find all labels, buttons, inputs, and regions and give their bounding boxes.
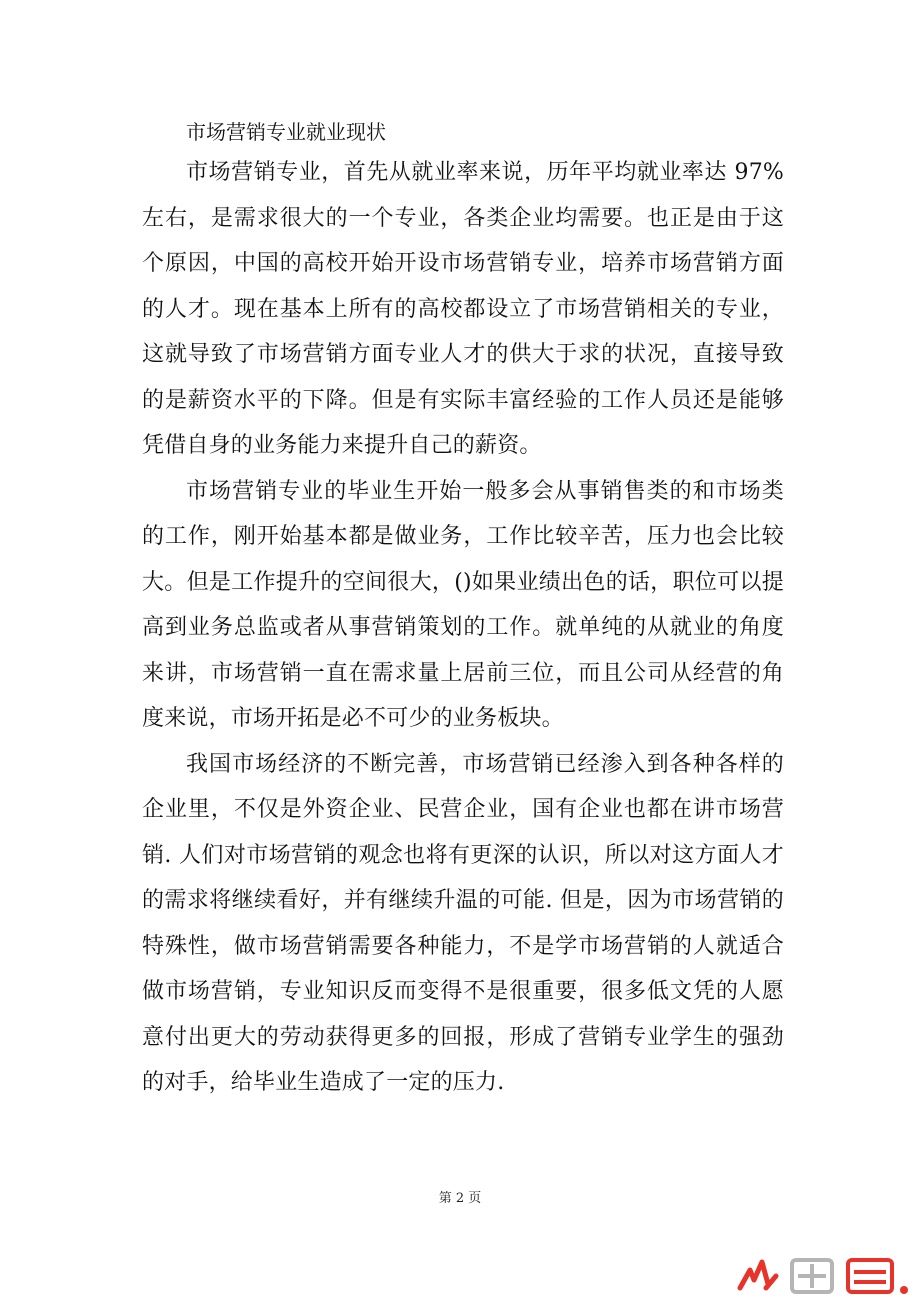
paragraph-2: 市场营销专业的毕业生开始一般多会从事销售类的和市场类的工作，刚开始基本都是做业务，工作比较辛苦，压力也会比较大。但是工作提升的空间很大，()如果业绩出色的话，职位可以提高到业务总监或者从事营销策划的工作。就单纯的从就业的角度来讲，市场营销一直在需求量上居前三位，而且公司从经营的角度来说，市场开拓是必不可少的业务板块。 <box>142 478 784 731</box>
page-number: 第 2 页 <box>438 1191 482 1206</box>
paragraph-3: 我国市场经济的不断完善，市场营销已经渗入到各种各样的企业里，不仅是外资企业、民营企业，国有企业也都在讲市场营销. 人们对市场营销的观念也将有更深的认识，所以对这方面人才的需求将继续看好，并有继续升温的可能. 但是，因为市场营销的特殊性，做市场营销需要各种能力，不是学市场营销的人就适合做市场营销，专业知识反而变得不是很重要，很多低文凭的人愿意付出更大的劳动获得更多的回报，形成了营销专业学生的强劲的对手，给毕业生造成了一定的压力. <box>142 751 784 1095</box>
document-body <box>142 114 784 1106</box>
watermark-logo <box>736 1250 914 1300</box>
paragraph-1: 市场营销专业，首先从就业率来说，历年平均就业率达 97%左右，是需求很大的一个专业，各类企业均需要。也正是由于这个原因，中国的高校开始开设市场营销专业，培养市场营销方面的人才。现在基本上所有的高校都设立了市场营销相关的专业，这就导致了市场营销方面专业人才的供大于求的状况，直接导致的是薪资水平的下降。但是有实际丰富经验的工作人员还是能够凭借自身的业务能力来提升自己的薪资。 <box>142 160 784 458</box>
document-heading: 市场营销专业就业现状 <box>186 120 386 144</box>
huoliyu-logo-icon <box>736 1250 914 1300</box>
